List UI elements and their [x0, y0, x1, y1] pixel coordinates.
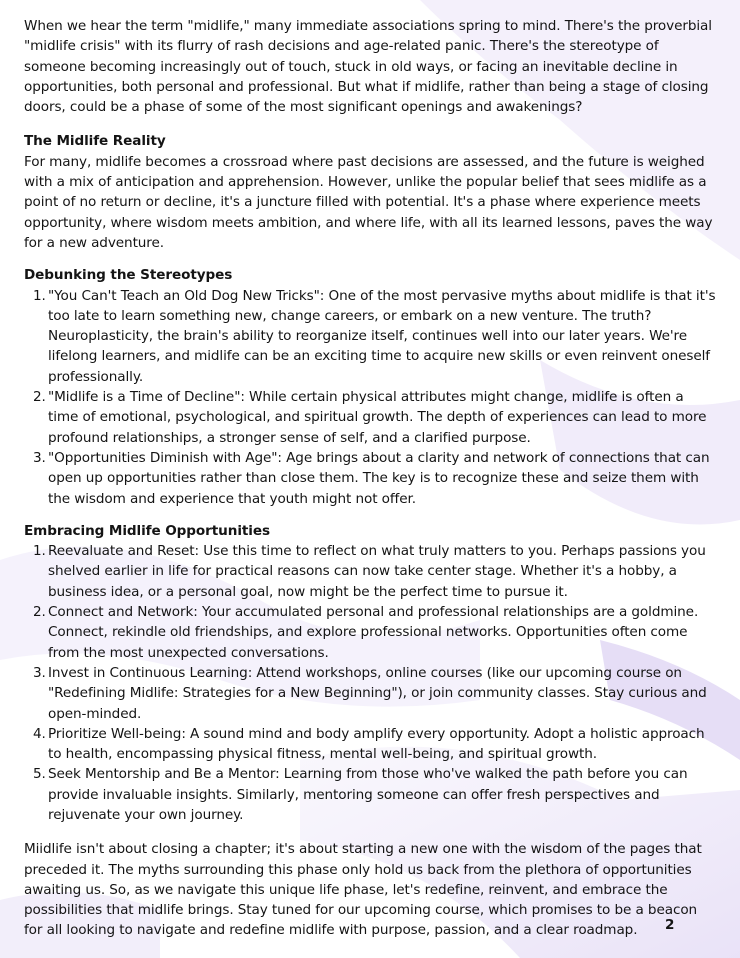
list-item: [24, 286, 716, 387]
list-item: [24, 764, 716, 825]
midlife-reality-heading: The Midlife Reality: [24, 133, 166, 150]
list-number: 2.: [33, 604, 46, 621]
list-item-text: Seek Mentorship and Be a Mentor: Learning from those who've walked the path before you can provide invaluable insights. Similarly, mentoring someone can offer fresh perspectives and rejuvenate your own journey.: [48, 766, 688, 823]
list-item: [24, 602, 716, 663]
list-item: [24, 387, 716, 448]
intro-paragraph: When we hear the term "midlife," many immediate associations spring to mind. There's the proverbial "midlife crisis" with its flurry of rash decisions and age-related panic. There's the stereotype of someone becoming increasingly out of touch, stuck in old ways, or facing an inevitable decline in opportunities, both personal and professional. But what if midlife, rather than being a stage of closing doors, could be a phase of some of the most significant openings and awakenings?: [24, 18, 712, 116]
document-page: [24, 16, 716, 941]
list-item: [24, 541, 716, 602]
list-item-text: "Opportunities Diminish with Age": Age brings about a clarity and network of connections that can open up opportunities rather than close them. The key is to recognize these and seize them with the wisdom and experience that youth might not offer.: [48, 449, 710, 507]
list-number: 1.: [33, 287, 46, 304]
opportunities-heading: Embracing Midlife Opportunities: [24, 522, 270, 539]
closing-paragraph: Miidlife isn't about closing a chapter; it's about starting a new one with the wisdom of the pages that preceded it. The myths surrounding this phase only hold us back from the plethora of opportunities awaiting us. So, as we navigate this unique life phase, let's redefine, reinvent, and embrace the possibilities that midlife brings. Stay tuned for our upcoming course, which promises to be a beacon for all looking to navigate and redefine midlife with purpose, passion, and a clear roadmap.: [24, 841, 702, 939]
list-number: 2.: [33, 389, 46, 406]
stereotypes-heading: Debunking the Stereotypes: [24, 267, 233, 284]
stereotypes-list: [24, 286, 716, 509]
list-item: [24, 663, 716, 724]
list-item-text: "Midlife is a Time of Decline": While certain physical attributes might change, midlife is often a time of emotional, psychological, and spiritual growth. The depth of experiences can lead to more profound relationships, a stronger sense of self, and a clarified purpose.: [48, 389, 707, 446]
list-item-text: "You Can't Teach an Old Dog New Tricks": One of the most pervasive myths about midlife is that it's too late to learn something new, change careers, or embark on a new venture. The truth? Neuroplasticity, the brain's ability to reorganize itself, continues well into our later years. We're lifelong learners, and midlife can be an exciting time to acquire new skills or even reinvent oneself professionally.: [48, 287, 716, 385]
list-item: [24, 724, 716, 765]
list-item-text: Invest in Continuous Learning: Attend workshops, online courses (like our upcoming course on "Redefining Midlife: Strategies for a New Beginning"), or join community classes. Stay curious and open-minded.: [48, 664, 707, 722]
midlife-reality-paragraph: For many, midlife becomes a crossroad where past decisions are assessed, and the future is weighed with a mix of anticipation and apprehension. However, unlike the popular belief that sees midlife as a point of no return or decline, it's a juncture filled with potential. It's a phase where experience meets opportunity, where wisdom meets ambition, and where life, with all its learned lessons, paves the way for a new adventure.: [24, 153, 713, 251]
list-number: 3.: [33, 449, 46, 466]
opportunities-section: [24, 521, 716, 825]
list-item-text: Prioritize Well-being: A sound mind and body amplify every opportunity. Adopt a holistic approach to health, encompassing physical fitness, mental well-being, and spiritual growth.: [48, 725, 705, 763]
list-item-text: Reevaluate and Reset: Use this time to reflect on what truly matters to you. Perhaps passions you shelved earlier in life for practical reasons can now take center stage. Whether it's a hobby, a business idea, or a personal goal, now might be the perfect time to pursue it.: [48, 543, 706, 600]
list-item: [24, 448, 716, 509]
list-item-text: Connect and Network: Your accumulated personal and professional relationships are a goldmine. Connect, rekindle old friendships, and explore professional networks. Opportunities often come from the most unexpected conversations.: [48, 604, 699, 661]
stereotypes-section: [24, 265, 716, 509]
list-number: 5.: [33, 766, 46, 783]
list-number: 1.: [33, 543, 46, 560]
midlife-reality-section: [24, 131, 716, 253]
list-number: 3.: [33, 664, 46, 681]
opportunities-list: [24, 541, 716, 825]
page-number: 2: [665, 917, 675, 933]
list-number: 4.: [33, 725, 46, 742]
